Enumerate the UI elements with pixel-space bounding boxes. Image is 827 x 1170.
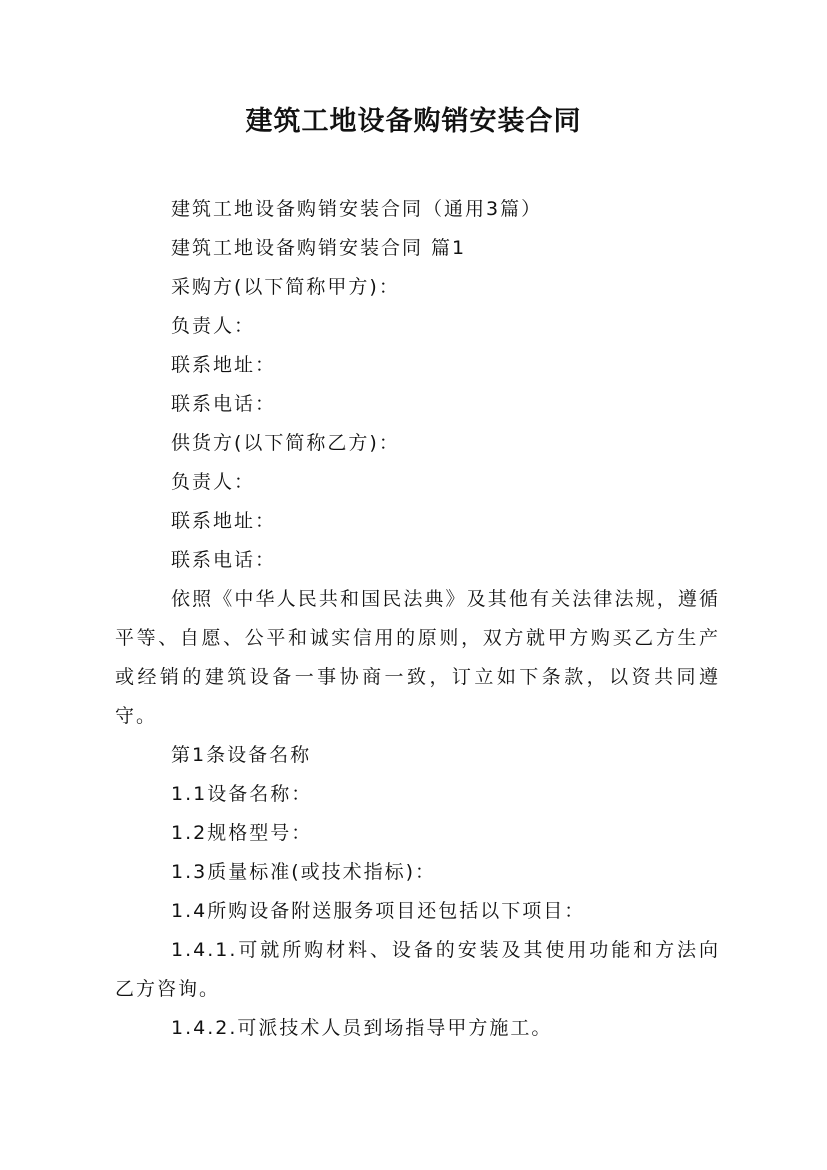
document-body (115, 190, 720, 1048)
buyer-line: 采购方(以下简称甲方)： (171, 276, 400, 298)
supplier-responsible-line: 负责人： (171, 471, 256, 493)
supplier-phone-line: 联系电话： (171, 549, 277, 571)
buyer-phone-line: 联系电话： (171, 393, 277, 415)
clause-1-4-1: 1.4.1.可就所购材料、设备的安装及其使用功能和方法向乙方咨询。 (115, 939, 720, 1000)
clause-1-3: 1.3质量标准(或技术指标)： (171, 861, 437, 883)
buyer-address-line: 联系地址： (171, 354, 277, 376)
supplier-line: 供货方(以下简称乙方)： (171, 432, 400, 454)
clause-1-1: 1.1设备名称： (171, 783, 313, 805)
clause-1-4-2: 1.4.2.可派技术人员到场指导甲方施工。 (171, 1017, 553, 1039)
clause-1-2: 1.2规格型号： (171, 822, 313, 844)
clause-1-4: 1.4所购设备附送服务项目还包括以下项目： (171, 900, 586, 922)
supplier-address-line: 联系地址： (171, 510, 277, 532)
subtitle-line: 建筑工地设备购销安装合同（通用3篇） (171, 198, 543, 220)
buyer-responsible-line: 负责人： (171, 315, 256, 337)
preamble-paragraph: 依照《中华人民共和国民法典》及其他有关法律法规，遵循平等、自愿、公平和诚实信用的原则，双方就甲方购买乙方生产或经销的建筑设备一事协商一致，订立如下条款，以资共同遵守。 (115, 588, 720, 727)
clause-1-heading: 第1条设备名称 (171, 744, 312, 766)
document-title: 建筑工地设备购销安装合同 (245, 106, 582, 137)
section-heading: 建筑工地设备购销安装合同 篇1 (171, 237, 467, 259)
